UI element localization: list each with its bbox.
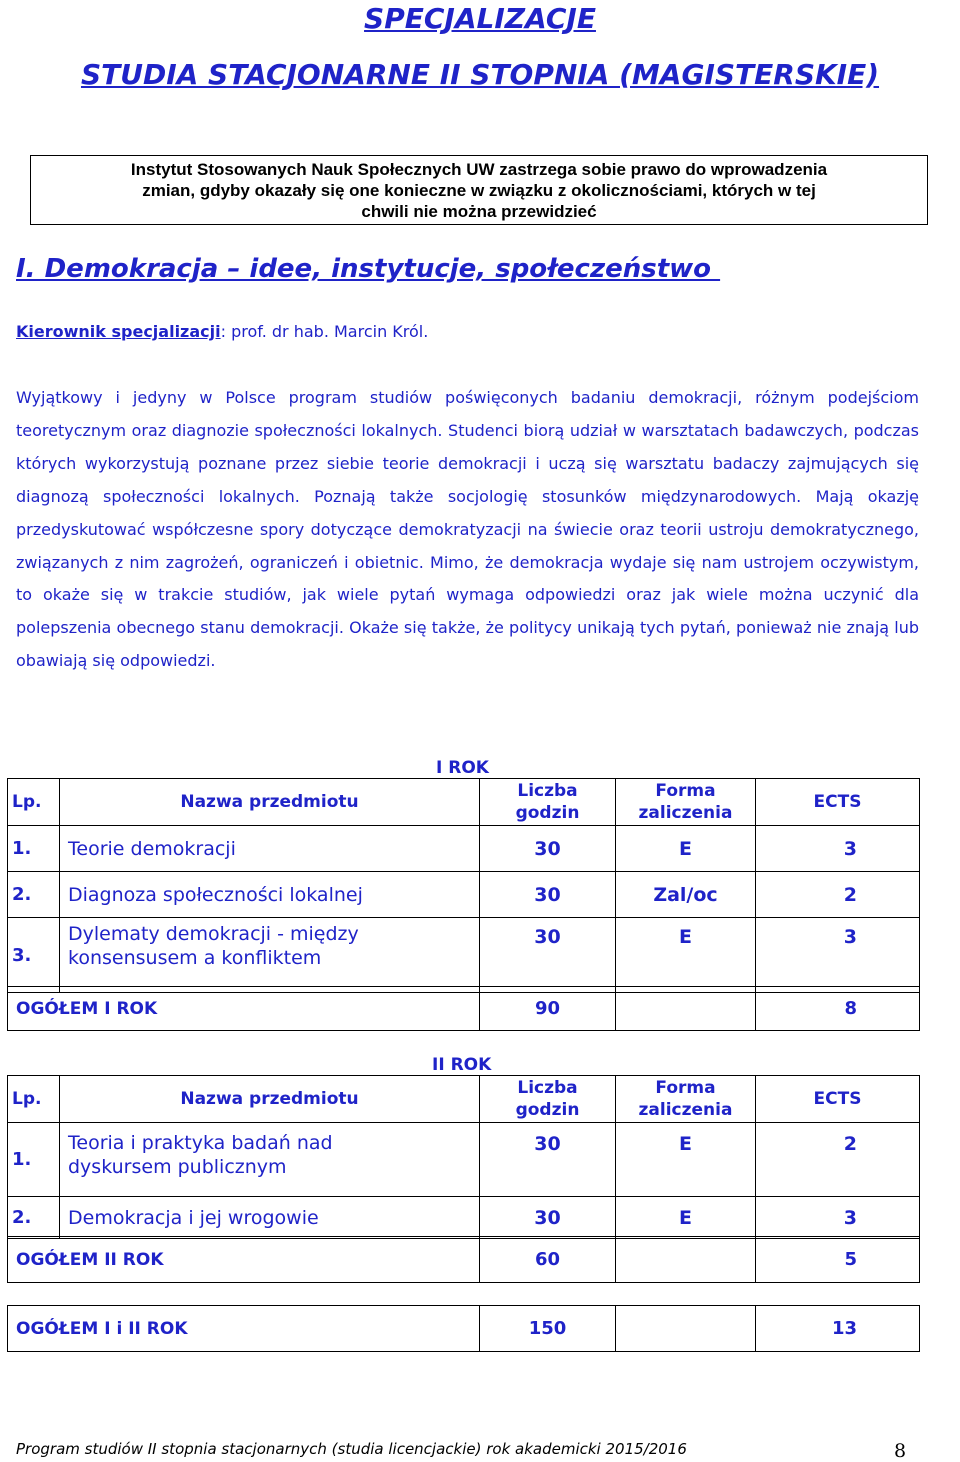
year2-total-table — [7, 1236, 920, 1283]
page-number: 8 — [894, 1440, 907, 1462]
row-name: Teorie demokracji — [60, 826, 480, 872]
row-hours: 30 — [480, 826, 616, 872]
notice-line: Instytut Stosowanych Nauk Społecznych UW zastrzega sobie prawo do wprowadzenia — [130, 160, 828, 179]
row-lp: 1. — [8, 1123, 60, 1197]
row-ects: 3 — [756, 918, 920, 993]
total-hours: 90 — [480, 987, 616, 1031]
year1-label: I ROK — [436, 758, 489, 778]
col-form-header — [616, 1076, 756, 1123]
notice-line: zmian, gdyby okazały się one konieczne w związku z okolicznościami, których w tej — [142, 181, 816, 200]
col-form-header — [616, 779, 756, 826]
table-row — [8, 872, 920, 918]
description-sentence: Mają okazję przedyskutować współczesne spory dotyczące demokratyzacji na świecie oraz teorii ustroju demokratycznego, związanych z nim zagrożeń, ograniczeń i obietnic. — [16, 486, 920, 572]
year1-table — [7, 778, 920, 993]
row-hours: 30 — [480, 1197, 616, 1239]
total-hours: 60 — [480, 1237, 616, 1283]
grand-total-ects: 13 — [756, 1306, 920, 1352]
year2-table — [7, 1075, 920, 1239]
table-row — [8, 1123, 920, 1197]
row-form: Zal/oc — [616, 872, 756, 918]
col-hours-line: godzin — [515, 1100, 580, 1120]
col-name-header: Nazwa przedmiotu — [60, 1076, 480, 1123]
row-ects: 2 — [756, 872, 920, 918]
row-name-line: Teoria i praktyka badań nad — [68, 1132, 333, 1154]
notice-box — [30, 155, 928, 225]
col-form-line: Forma — [655, 781, 716, 801]
col-name-header: Nazwa przedmiotu — [60, 779, 480, 826]
table-row — [8, 1197, 920, 1239]
total-form-empty — [616, 987, 756, 1031]
specialization-head — [16, 322, 428, 341]
col-hours-header — [480, 1076, 616, 1123]
row-form: E — [616, 1197, 756, 1239]
total-row — [8, 1237, 920, 1283]
description-sentence: Wyjątkowy i jedyny w Polsce program studiów poświęconych badaniu demokracji, różnym podejściom teoretycznym oraz diagnozie społeczności lokalnych. — [16, 388, 919, 440]
description-sentence: Studenci biorą udział w warsztatach badawczych, podczas których wykorzystują poznane przez siebie teorie demokracji i uczą się warsztatu badaczy zajmujących się diagnozą społeczności lokalnych. — [16, 420, 920, 506]
row-hours: 30 — [480, 1123, 616, 1197]
col-form-line: Forma — [655, 1078, 716, 1098]
grand-total-table — [7, 1305, 920, 1352]
total-ects: 5 — [756, 1237, 920, 1283]
description-sentence: Mimo, że demokracja wydaje się nam ustrojem oczywistym, to okaże się w trakcie studiów, jak wiele pytań wymaga odpowiedzi oraz jak wiele można uczynić dla polepszenia obecnego stanu demokracji. — [16, 552, 919, 638]
total-label: OGÓŁEM II ROK — [8, 1237, 480, 1283]
total-ects: 8 — [756, 987, 920, 1031]
year1-total-table — [7, 986, 920, 1031]
row-name-line: konsensusem a konfliktem — [68, 947, 322, 969]
row-lp: 3. — [8, 918, 60, 993]
year2-label: II ROK — [432, 1055, 492, 1075]
grand-total-form-empty — [616, 1306, 756, 1352]
row-hours: 30 — [480, 872, 616, 918]
row-name — [60, 1123, 480, 1197]
col-lp-header: Lp. — [8, 1076, 60, 1123]
col-hours-line: godzin — [515, 803, 580, 823]
notice-line: chwili nie można przewidzieć — [361, 202, 597, 221]
specialization-head-value: : prof. dr hab. Marcin Król. — [220, 322, 429, 341]
row-ects: 3 — [756, 1197, 920, 1239]
description-sentence: Okaże się także, że politycy unikają tych pytań, ponieważ nie znają lub obawiają się odpowiedzi. — [16, 618, 919, 671]
row-name: Demokracja i jej wrogowie — [60, 1197, 480, 1239]
footer-text: Program studiów II stopnia stacjonarnych (studia licencjackie) rok akademicki 2015/2016 — [16, 1440, 687, 1458]
row-hours: 30 — [480, 918, 616, 993]
grand-total-hours: 150 — [480, 1306, 616, 1352]
table-row — [8, 918, 920, 993]
col-lp-header: Lp. — [8, 779, 60, 826]
table-row — [8, 826, 920, 872]
row-lp: 2. — [8, 872, 60, 918]
col-ects-header: ECTS — [756, 779, 920, 826]
row-lp: 1. — [8, 826, 60, 872]
row-ects: 2 — [756, 1123, 920, 1197]
specialization-description — [16, 382, 919, 678]
col-hours-header — [480, 779, 616, 826]
total-label: OGÓŁEM I ROK — [8, 987, 480, 1031]
row-form: E — [616, 826, 756, 872]
row-name: Diagnoza społeczności lokalnej — [60, 872, 480, 918]
description-sentence: Poznają także socjologię stosunków międzynarodowych. — [314, 486, 802, 506]
col-hours-line: Liczba — [517, 781, 578, 801]
page-subtitle: STUDIA STACJONARNE II STOPNIA (MAGISTERSKIE) — [80, 58, 880, 91]
row-name-line: dyskursem publicznym — [68, 1156, 287, 1178]
specialization-title: I. Demokracja – idee, instytucje, społeczeństwo — [16, 254, 721, 284]
col-form-line: zaliczenia — [638, 1100, 733, 1120]
grand-total-label: OGÓŁEM I i II ROK — [8, 1306, 480, 1352]
row-form: E — [616, 1123, 756, 1197]
page-title: SPECJALIZACJE — [364, 2, 596, 35]
col-hours-line: Liczba — [517, 1078, 578, 1098]
row-name-line: Dylematy demokracji - między — [68, 923, 359, 945]
row-name — [60, 918, 480, 993]
row-lp: 2. — [8, 1197, 60, 1239]
row-form: E — [616, 918, 756, 993]
grand-total-row — [8, 1306, 920, 1352]
table-header-row — [8, 1076, 920, 1123]
row-ects: 3 — [756, 826, 920, 872]
table-header-row — [8, 779, 920, 826]
total-form-empty — [616, 1237, 756, 1283]
col-form-line: zaliczenia — [638, 803, 733, 823]
specialization-head-label: Kierownik specjalizacji — [16, 322, 221, 341]
total-row — [8, 987, 920, 1031]
col-ects-header: ECTS — [756, 1076, 920, 1123]
